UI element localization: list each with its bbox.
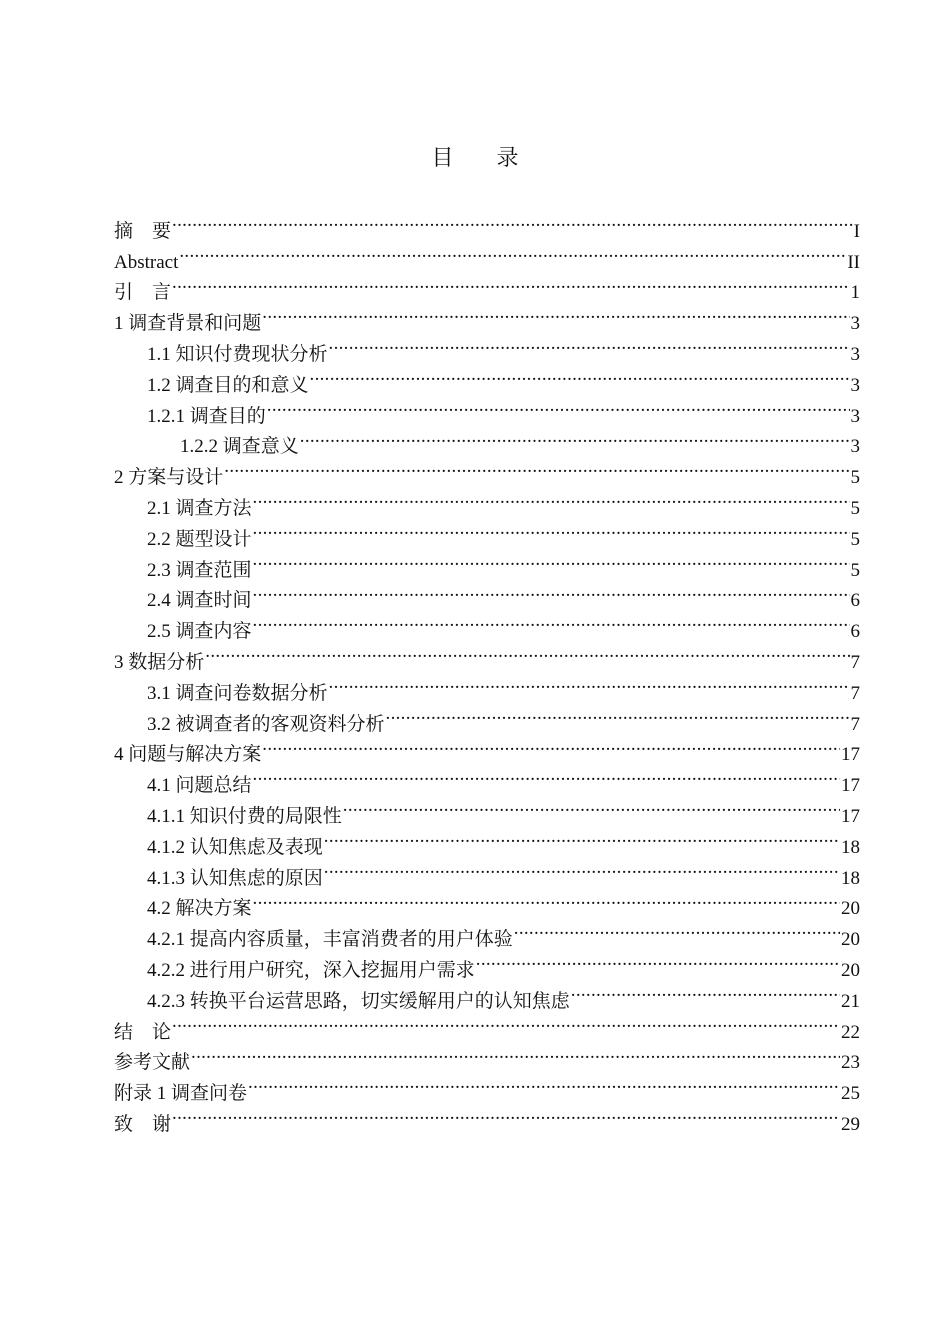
toc-entry-page: 5 [850,528,860,550]
toc-dot-leader [571,976,840,1007]
toc-dot-leader [191,1038,840,1069]
toc-entry-label: 2.3 调查范围 [147,559,252,581]
toc-dot-leader [253,545,850,576]
toc-entry-page: 20 [841,959,860,981]
toc-entry-page: 17 [841,744,860,766]
toc-entry-label: 引 言 [114,282,172,304]
toc-entry-label: 致 谢 [114,1113,172,1135]
toc-entry-page: 18 [841,836,860,858]
toc-dot-leader [329,329,850,360]
toc-entry-page: 29 [841,1113,860,1135]
toc-dot-leader [329,668,850,699]
toc-dot-leader [179,237,846,268]
toc-entry[interactable] [114,237,860,273]
toc-dot-leader [253,483,850,514]
toc-entry-page: 5 [850,497,860,519]
toc-dot-leader [172,206,853,237]
toc-entry-label: 4.1 问题总结 [147,775,252,797]
toc-dot-leader [205,637,849,668]
toc-entry-page: 7 [850,682,860,704]
toc-title: 目 录 [431,146,537,171]
toc-entry[interactable] [114,668,860,704]
toc-entry[interactable] [114,637,860,673]
toc-dot-leader [253,884,840,915]
toc-dot-leader [324,822,840,853]
toc-dot-leader [476,945,840,976]
toc-entry[interactable] [114,1099,860,1135]
toc-dot-leader [262,298,849,329]
toc-entry[interactable] [114,206,860,242]
toc-entry-label: Abstract [114,251,179,273]
toc-list [114,206,860,1135]
toc-dot-leader [253,576,850,607]
toc-entry-label: 4.2.3 转换平台运营思路，切实缓解用户的认知焦虑 [147,990,570,1012]
toc-entry-label: 3.1 调查问卷数据分析 [147,682,328,704]
toc-entry-page: 7 [850,651,860,673]
toc-entry[interactable] [114,452,860,489]
toc-dot-leader [248,1068,840,1099]
toc-entry-label: 4.1.3 认知焦虑的原因 [147,867,323,889]
toc-dot-leader [224,452,849,483]
toc-entry-page: 1 [850,282,860,304]
toc-entry-label: 4.1.2 认知焦虑及表现 [147,836,323,858]
toc-entry-label: 摘 要 [114,220,172,242]
toc-entry-page: 25 [841,1083,860,1105]
toc-entry-label: 4.1.1 知识付费的局限性 [147,805,342,827]
toc-dot-leader [514,914,840,945]
toc-entry-label: 1.2.1 调查目的 [147,405,266,427]
toc-entry-page: 7 [850,713,860,735]
toc-entry-page: 3 [850,405,860,427]
toc-entry-page: 21 [841,990,860,1012]
toc-dot-leader [324,853,840,884]
toc-entry-page: 20 [841,898,860,920]
toc-entry-page: 5 [850,559,860,581]
toc-entry[interactable] [114,268,860,304]
toc-entry-page: I [853,220,860,242]
toc-dot-leader [253,514,850,545]
toc-entry-page: 3 [850,343,860,365]
toc-entry-label: 参考文献 [114,1052,191,1074]
toc-entry[interactable] [114,1007,860,1043]
toc-entry-page: 20 [841,929,860,951]
toc-entry-label: 3 数据分析 [114,651,205,673]
toc-entry-label: 结 论 [114,1021,172,1043]
toc-entry-page: 17 [841,775,860,797]
toc-entry-page: 17 [841,805,860,827]
toc-entry-label: 2 方案与设计 [114,467,224,489]
toc-entry-label: 1.2.2 调查意义 [180,436,299,458]
toc-entry[interactable] [114,483,860,519]
toc-dot-leader [262,730,840,761]
toc-entry-label: 附录 1 调查问卷 [114,1083,248,1105]
toc-entry-page: 6 [850,621,860,643]
toc-entry[interactable] [114,1038,860,1074]
toc-entry-page: 6 [850,590,860,612]
toc-entry-label: 1.1 知识付费现状分析 [147,343,328,365]
toc-entry-label: 4.2.2 进行用户研究，深入挖掘用户需求 [147,959,475,981]
toc-entry-label: 4.2.1 提高内容质量，丰富消费者的用户体验 [147,929,513,951]
toc-entry-page: II [847,251,860,273]
toc-entry-page: 22 [841,1021,860,1043]
toc-dot-leader [267,391,850,422]
toc-entry-page: 23 [841,1052,860,1074]
toc-entry-label: 4 问题与解决方案 [114,744,262,766]
toc-entry-label: 2.5 调查内容 [147,621,252,643]
toc-dot-leader [172,1099,840,1130]
toc-dot-leader [253,760,840,791]
toc-dot-leader [172,1007,840,1038]
toc-entry-label: 1.2 调查目的和意义 [147,374,309,396]
toc-entry[interactable] [114,1068,860,1105]
toc-entry-page: 5 [850,467,860,489]
toc-entry-label: 2.4 调查时间 [147,590,252,612]
toc-dot-leader [253,606,850,637]
toc-entry-page: 3 [850,374,860,396]
toc-entry-label: 1 调查背景和问题 [114,313,262,335]
toc-entry-page: 18 [841,867,860,889]
toc-entry[interactable] [114,298,860,335]
toc-entry-label: 3.2 被调查者的客观资料分析 [147,713,385,735]
toc-dot-leader [300,422,850,453]
toc-entry-label: 4.2 解决方案 [147,898,252,920]
toc-entry-label: 2.2 题型设计 [147,528,252,550]
toc-dot-leader [386,699,850,730]
toc-dot-leader [310,360,850,391]
toc-dot-leader [343,791,840,822]
toc-entry-page: 3 [850,436,860,458]
toc-dot-leader [172,268,849,299]
toc-entry-label: 2.1 调查方法 [147,497,252,519]
toc-entry-page: 3 [850,313,860,335]
